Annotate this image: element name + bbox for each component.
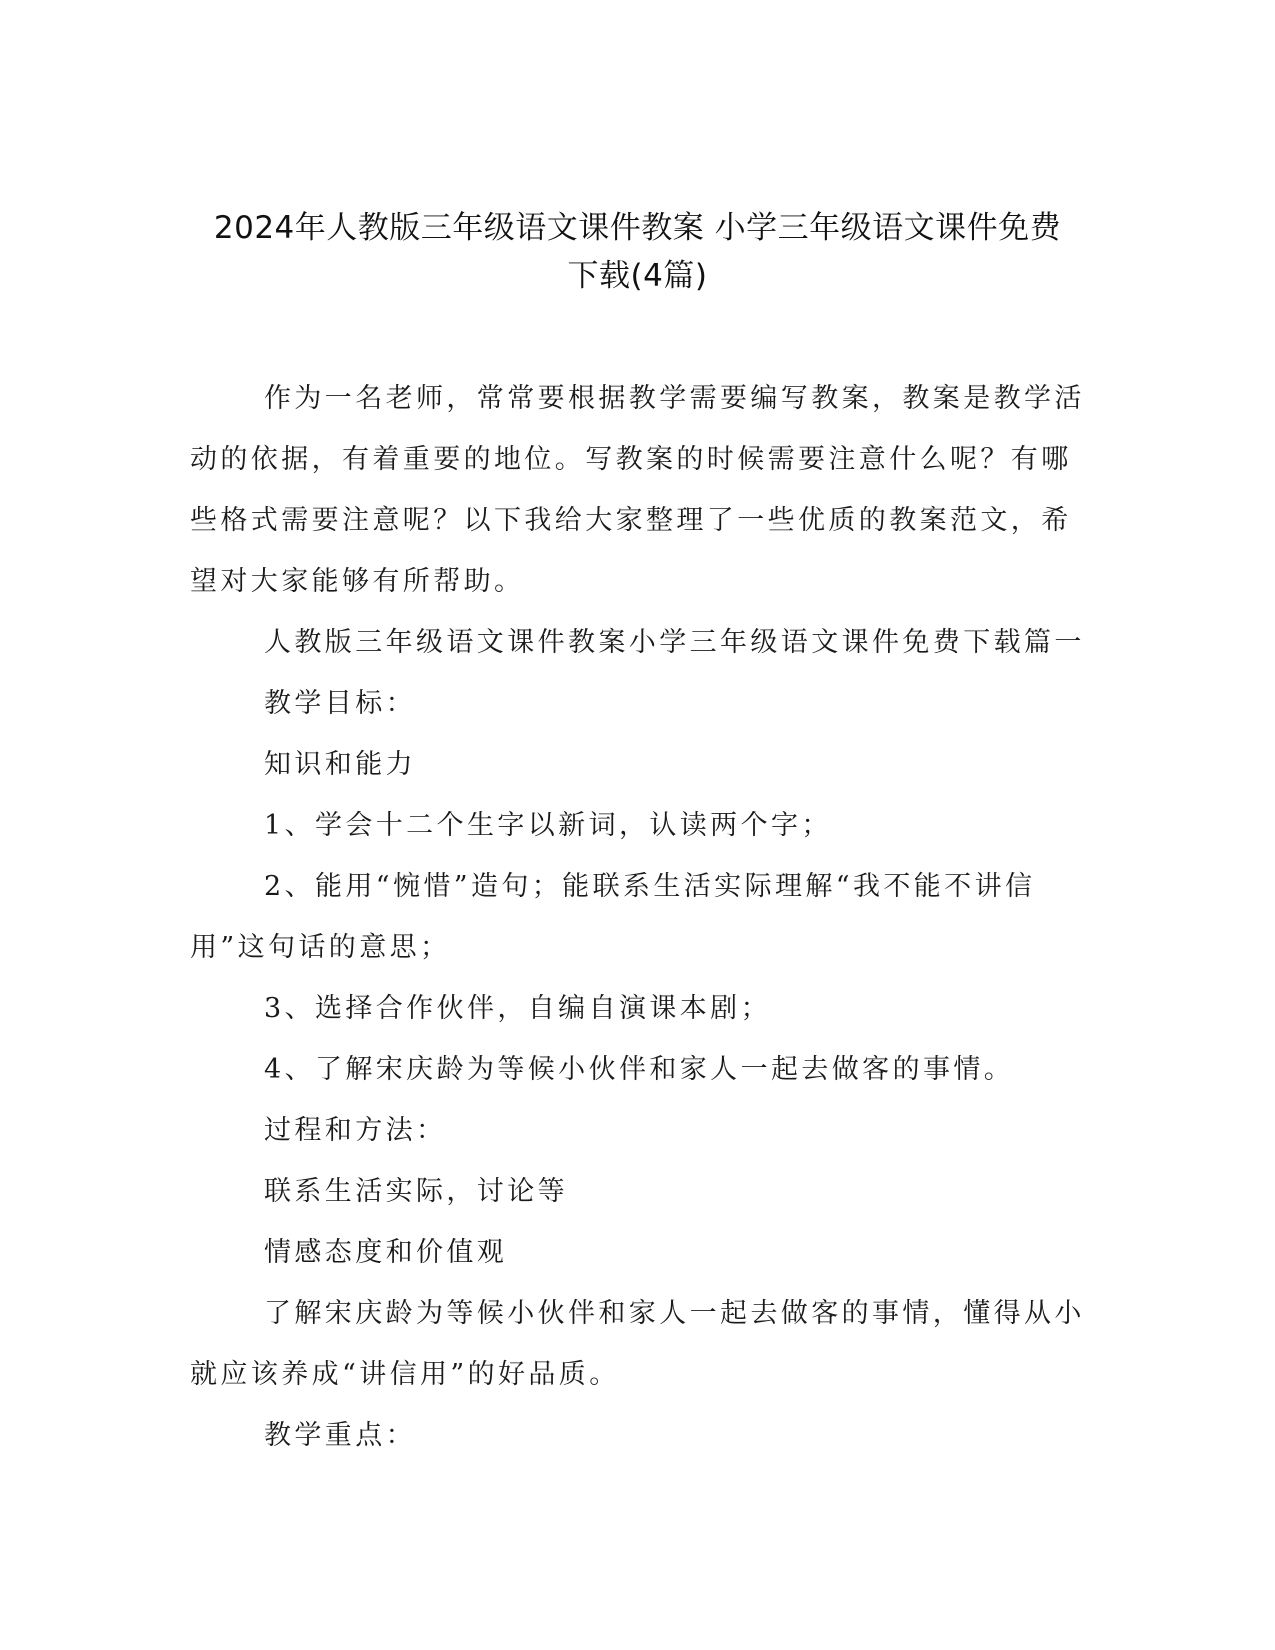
goal-item-4: 4、了解宋庆龄为等候小伙伴和家人一起去做客的事情。 (264, 1054, 1015, 1085)
document-body (190, 368, 1085, 1466)
emotion-values-heading: 情感态度和价值观 (264, 1237, 508, 1268)
teaching-goals-heading: 教学目标： (264, 688, 416, 719)
process-method-text: 联系生活实际，讨论等 (264, 1176, 568, 1207)
title-line-1: 2024年人教版三年级语文课件教案 小学三年级语文课件免费 (213, 210, 1062, 246)
document-title (150, 204, 1125, 300)
teaching-focus-heading: 教学重点： (264, 1420, 416, 1451)
goal-item-3: 3、选择合作伙伴，自编自演课本剧； (264, 993, 771, 1024)
knowledge-ability-heading: 知识和能力 (264, 749, 416, 780)
section-heading: 人教版三年级语文课件教案小学三年级语文课件免费下载篇一 (264, 627, 1085, 658)
emotion-values-text: 了解宋庆龄为等候小伙伴和家人一起去做客的事情，懂得从小就应该养成“讲信用”的好品质。 (190, 1298, 1085, 1390)
title-line-2: 下载(4篇) (567, 258, 708, 294)
goal-item-1: 1、学会十二个生字以新词，认读两个字； (264, 810, 832, 841)
intro-paragraph: 作为一名老师，常常要根据教学需要编写教案，教案是教学活动的依据，有着重要的地位。写教案的时候需要注意什么呢？有哪些格式需要注意呢？以下我给大家整理了一些优质的教案范文，希望对大家能够有所帮助。 (190, 383, 1085, 597)
process-method-heading: 过程和方法： (264, 1115, 447, 1146)
goal-item-2: 2、能用“惋惜”造句；能联系生活实际理解“我不能不讲信用”这句话的意思； (190, 871, 1036, 963)
